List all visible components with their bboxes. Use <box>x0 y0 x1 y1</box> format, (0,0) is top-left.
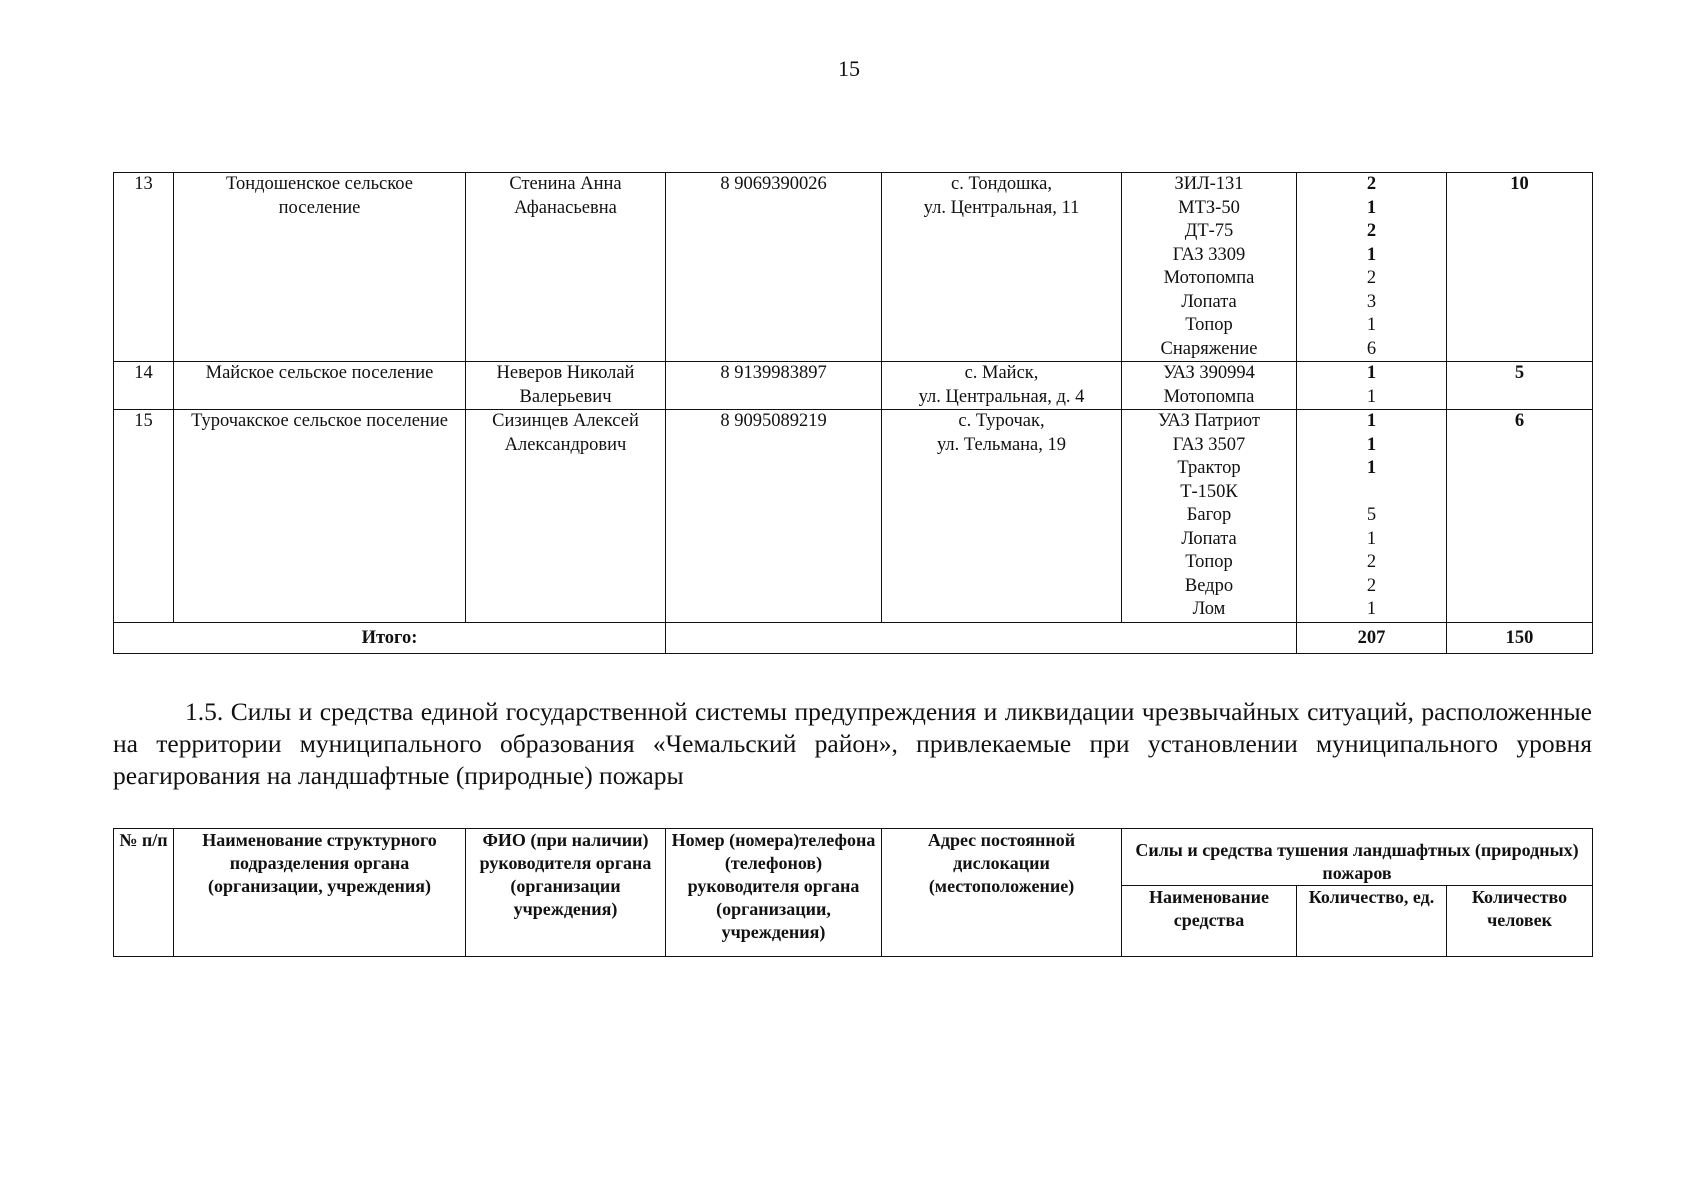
total-row <box>114 622 1593 653</box>
people-count: 10 <box>1447 173 1593 362</box>
total-label: Итого: <box>114 622 666 653</box>
header-phone: Номер (номера)телефона (телефонов) руководителя органа (организации, учреждения) <box>666 829 882 957</box>
equipment-list: УАЗ Патриот ГАЗ 3507 Трактор Т-150К Багор Лопата Топор Ведро Лом <box>1122 410 1297 623</box>
header-forces: Силы и средства тушения ландшафтных (природных) пожаров <box>1122 829 1593 886</box>
table-row <box>114 410 1593 623</box>
people-count: 6 <box>1447 410 1593 623</box>
unit-name: Майское сельское поселение <box>174 362 466 410</box>
quantity-list: 1 1 1 5 1 2 2 1 <box>1297 410 1447 623</box>
row-number: 14 <box>114 362 174 410</box>
phone-number: 8 9139983897 <box>666 362 882 410</box>
phone-number: 8 9095089219 <box>666 410 882 623</box>
quantity-list: 1 1 <box>1297 362 1447 410</box>
header-address: Адрес постоянной дислокации (местоположение) <box>882 829 1122 957</box>
header-num: № п/п <box>114 829 174 957</box>
row-number: 13 <box>114 173 174 362</box>
table-row <box>114 362 1593 410</box>
address: с. Тондошка, ул. Центральная, 11 <box>882 173 1122 362</box>
header-unit: Наименование структурного подразделения органа (организации, учреждения) <box>174 829 466 957</box>
forces-table-header <box>113 828 1593 957</box>
address: с. Турочак, ул. Тельмана, 19 <box>882 410 1122 623</box>
unit-name: Турочакское сельское поселение <box>174 410 466 623</box>
header-quantity: Количество, ед. <box>1297 886 1447 957</box>
row-number: 15 <box>114 410 174 623</box>
equipment-list: УАЗ 390994 Мотопомпа <box>1122 362 1297 410</box>
header-people: Количество человек <box>1447 886 1593 957</box>
section-heading: 1.5. Силы и средства единой государственной системы предупреждения и ликвидации чрезвычайных ситуаций, расположенные на территории муниципального образования «Чемальский район», привлекаемые при установлении муниципального уровня реагирования на ландшафтные (природные) пожары <box>113 697 1592 790</box>
total-quantity: 207 <box>1297 622 1447 653</box>
head-fio: Стенина Анна Афанасьевна <box>466 173 666 362</box>
people-count: 5 <box>1447 362 1593 410</box>
header-means-name: Наименование средства <box>1122 886 1297 957</box>
head-fio: Сизинцев Алексей Александрович <box>466 410 666 623</box>
phone-number: 8 9069390026 <box>666 173 882 362</box>
equipment-list: ЗИЛ-131 МТЗ-50 ДТ-75 ГАЗ 3309 Мотопомпа Лопата Топор Снаряжение <box>1122 173 1297 362</box>
address: с. Майск, ул. Центральная, д. 4 <box>882 362 1122 410</box>
head-fio: Неверов Николай Валерьевич <box>466 362 666 410</box>
unit-name: Тондошенское сельское поселение <box>174 173 466 362</box>
page-number: 15 <box>838 56 860 81</box>
quantity-list: 2 1 2 1 2 3 1 6 <box>1297 173 1447 362</box>
header-fio: ФИО (при наличии) руководителя органа (организации учреждения) <box>466 829 666 957</box>
table-row <box>114 173 1593 362</box>
total-people: 150 <box>1447 622 1593 653</box>
forces-table-continued <box>113 172 1593 654</box>
